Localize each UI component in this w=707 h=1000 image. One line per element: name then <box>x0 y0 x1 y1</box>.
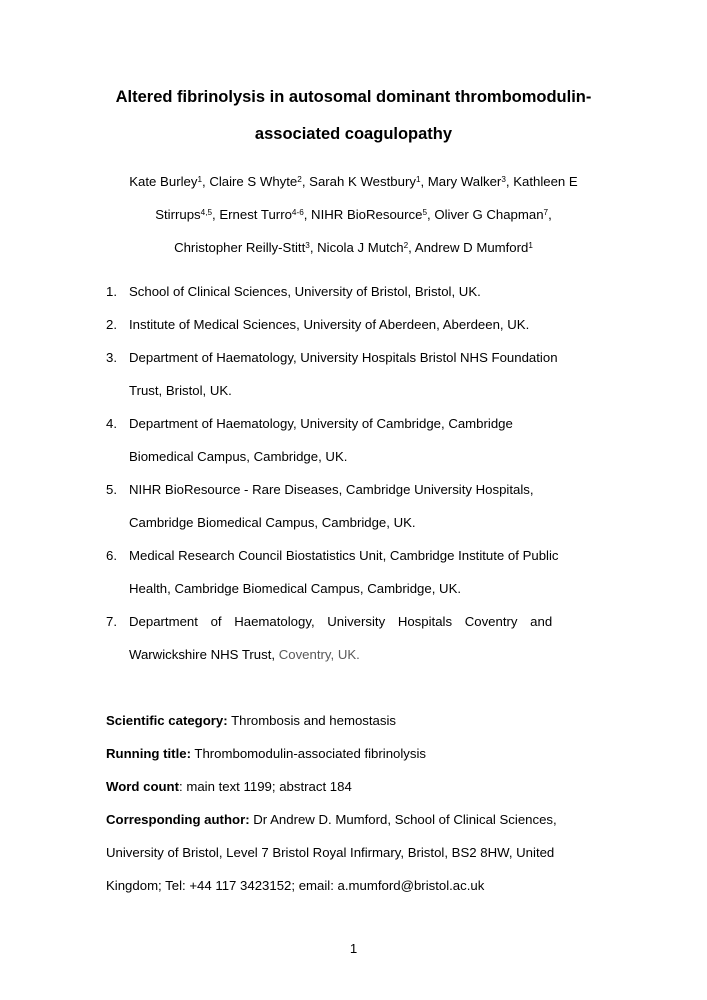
corresponding-author-label: Corresponding author: <box>106 812 250 827</box>
scientific-category-value: Thrombosis and hemostasis <box>227 713 396 728</box>
affiliation-text: Institute of Medical Sciences, University of Aberdeen, Aberdeen, UK. <box>129 317 530 332</box>
corresponding-author-value: Dr Andrew D. Mumford, School of Clinical Sciences, <box>249 812 557 827</box>
corresponding-author-line-3: Kingdom; Tel: +44 117 3423152; email: a.mumford@bristol.ac.uk <box>106 878 485 893</box>
paper-title-line-2: associated coagulopathy <box>254 125 453 143</box>
meta-section <box>106 704 601 902</box>
affiliation-text: School of Clinical Sciences, University of Bristol, Bristol, UK. <box>129 284 481 299</box>
affiliation-number: 6. <box>106 548 117 563</box>
author-list <box>106 165 601 264</box>
word-count-line <box>106 770 601 803</box>
paper-title <box>106 79 601 153</box>
running-title-label: Running title: <box>106 746 191 761</box>
running-title-value: Thrombomodulin-associated fibrinolysis <box>190 746 427 761</box>
affiliation-number: 3. <box>106 350 117 365</box>
affiliation-number: 5. <box>106 482 117 497</box>
affiliation-number: 2. <box>106 317 117 332</box>
author-line-2: Stirrups$^{4,5}$, Ernest Turro$^{4-6}$, NIHR BioResource$^5$, Oliver G Chapman$^7$, <box>155 207 552 222</box>
affiliation-text: Biomedical Campus, Cambridge, UK. <box>129 449 348 464</box>
affiliation-text: Department of Haematology, University Hospitals Bristol NHS Foundation <box>129 350 558 365</box>
affiliation-item-5 <box>106 473 601 539</box>
affiliation-text-gray: Coventry, UK. <box>278 647 360 662</box>
affiliation-text-black: Warwickshire NHS Trust, <box>129 647 279 662</box>
affiliation-item-3 <box>106 341 601 407</box>
affiliation-number: 7. <box>106 614 117 629</box>
scientific-category-label: Scientific category: <box>106 713 228 728</box>
affiliation-text: Department of Haematology, University of Cambridge, Cambridge <box>129 416 513 431</box>
affiliation-list <box>106 275 601 671</box>
affiliation-text: NIHR BioResource - Rare Diseases, Cambridge University Hospitals, <box>129 482 534 497</box>
author-line-1: Kate Burley$^1$, Claire S Whyte$^2$, Sarah K Westbury$^1$, Mary Walker$^3$, Kathleen E <box>129 174 578 189</box>
word-count-label: Word count <box>106 779 180 794</box>
affiliation-text: Cambridge Biomedical Campus, Cambridge, UK. <box>129 515 416 530</box>
affiliation-item-2 <box>106 308 601 341</box>
affiliation-text <box>129 638 601 671</box>
affiliation-item-6 <box>106 539 601 605</box>
corresponding-author-line-1 <box>106 803 601 836</box>
word-count-value: : main text 1199; abstract 184 <box>179 779 352 794</box>
paper-title-line-1: Altered fibrinolysis in autosomal dominant thrombomodulin- <box>115 88 592 106</box>
page-number: 1 <box>349 941 358 956</box>
affiliation-number: 4. <box>106 416 117 431</box>
affiliation-text: Department of Haematology, University Hospitals Coventry and <box>129 614 553 629</box>
affiliation-item-1 <box>106 275 601 308</box>
affiliation-text: Medical Research Council Biostatistics Unit, Cambridge Institute of Public <box>129 548 559 563</box>
corresponding-author-line-2: University of Bristol, Level 7 Bristol Royal Infirmary, Bristol, BS2 8HW, United <box>106 845 555 860</box>
affiliation-item-4 <box>106 407 601 473</box>
running-title-line <box>106 737 601 770</box>
affiliation-text: Trust, Bristol, UK. <box>129 383 232 398</box>
affiliation-text: Health, Cambridge Biomedical Campus, Cambridge, UK. <box>129 581 462 596</box>
affiliation-number: 1. <box>106 284 117 299</box>
affiliation-item-7 <box>106 605 601 671</box>
scientific-category-line <box>106 704 601 737</box>
author-line-3: Christopher Reilly-Stitt$^3$, Nicola J Mutch$^2$, Andrew D Mumford$^1$ <box>174 240 533 255</box>
